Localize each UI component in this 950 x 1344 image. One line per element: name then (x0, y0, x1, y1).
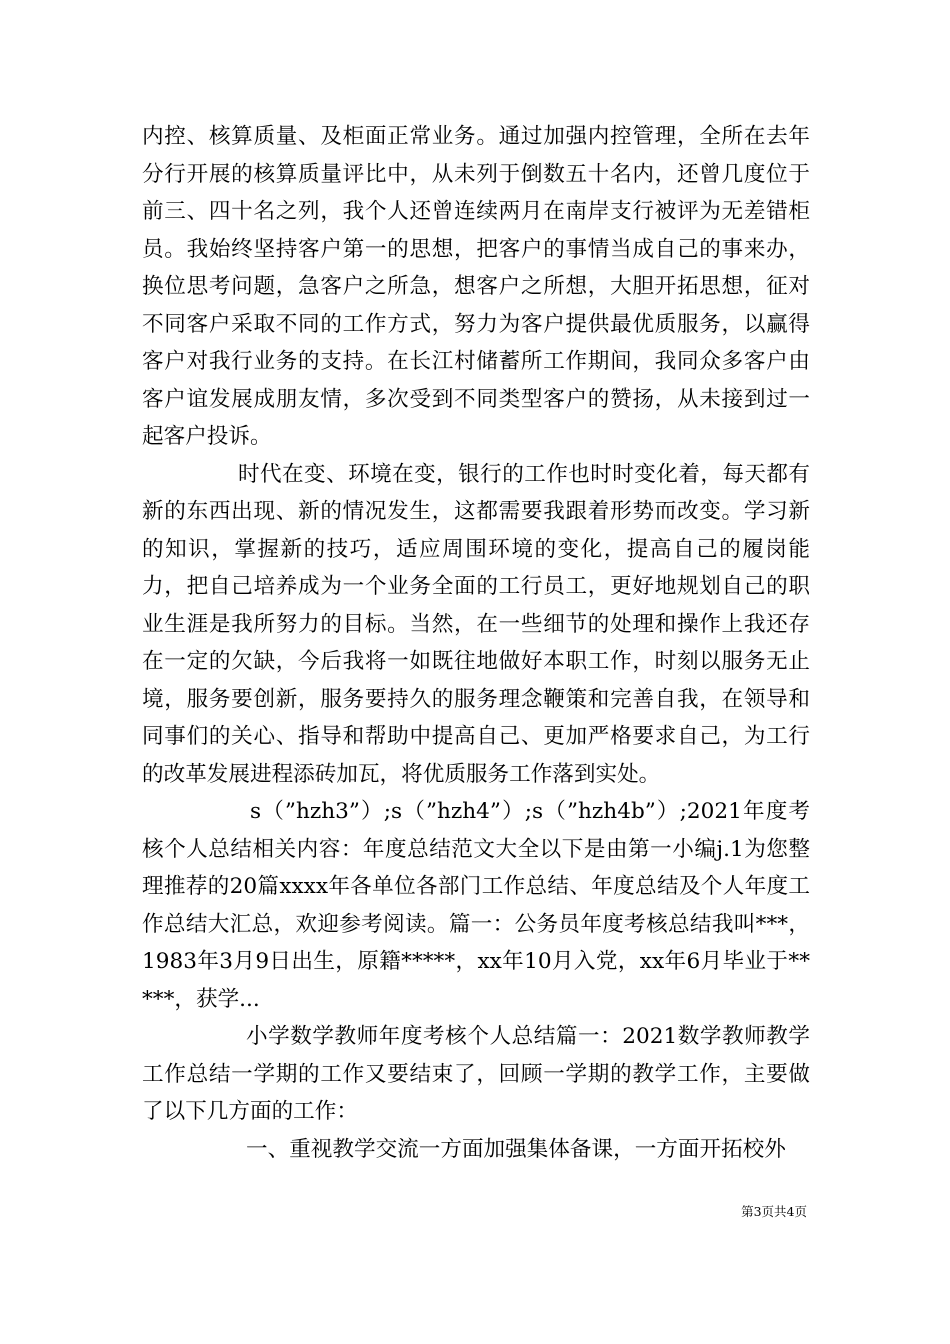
paragraph-5: 一、重视教学交流一方面加强集体备课，一方面开拓校外 (246, 1136, 786, 1162)
paragraph-3: s（”hzh3”）;s（”hzh4”）;s（”hzh4b”）;2021年度考核个人总结相关内容：年度总结范文大全以下是由第一小编j.1为您整理推荐的20篇xxxx年各单位各部门工作总结、年度总结及个人年度工作总结大汇总，欢迎参考阅读。篇一：公务员年度考核总结我叫***，1983年3月9日出生，原籍*****，xx年10月入党，xx年6月毕业于*****，获学... (142, 799, 810, 1012)
document-body (142, 118, 810, 1168)
paragraph-4: 小学数学教师年度考核个人总结篇一：2021数学教师教学工作总结一学期的工作又要结束了，回顾一学期的教学工作，主要做了以下几方面的工作： (142, 1024, 810, 1124)
paragraph-1: 内控、核算质量、及柜面正常业务。通过加强内控管理，全所在去年分行开展的核算质量评比中，从未列于倒数五十名内，还曾几度位于前三、四十名之列，我个人还曾连续两月在南岸支行被评为无差错柜员。我始终坚持客户第一的思想，把客户的事情当成自己的事来办，换位思考问题，急客户之所急，想客户之所想，大胆开拓思想，征对不同客户采取不同的工作方式，努力为客户提供最优质服务，以赢得客户对我行业务的支持。在长江村储蓄所工作期间，我同众多客户由客户谊发展成朋友情，多次受到不同类型客户的赞扬，从未接到过一起客户投诉。 (142, 124, 810, 449)
page-number-footer: 第3页共4页 (741, 1204, 807, 1219)
paragraph-2: 时代在变、环境在变，银行的工作也时时变化着，每天都有新的东西出现、新的情况发生，这都需要我跟着形势而改变。学习新的知识，掌握新的技巧，适应周围环境的变化，提高自己的履岗能力，把自己培养成为一个业务全面的工行员工，更好地规划自己的职业生涯是我所努力的目标。当然，在一些细节的处理和操作上我还存在一定的欠缺，今后我将一如既往地做好本职工作，时刻以服务无止境，服务要创新，服务要持久的服务理念鞭策和完善自我，在领导和同事们的关心、指导和帮助中提高自己、更加严格要求自己，为工行的改革发展进程添砖加瓦，将优质服务工作落到实处。 (142, 461, 810, 787)
